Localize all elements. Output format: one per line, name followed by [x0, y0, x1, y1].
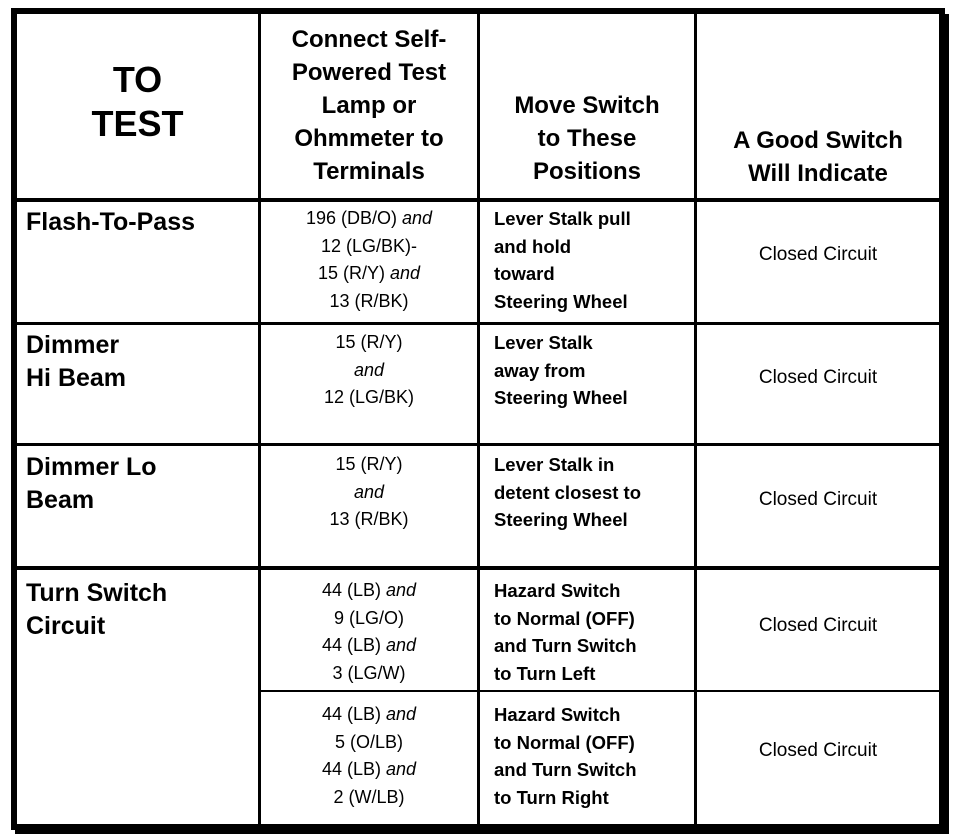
- header-text: Ohmmeter to: [294, 125, 444, 152]
- row-result: [697, 364, 939, 391]
- position-line: to Turn Right: [494, 786, 609, 808]
- header-connect: [261, 23, 477, 188]
- row-positions: [494, 701, 692, 811]
- terminal-text: 44 (LB): [321, 635, 381, 655]
- row-positions: [494, 329, 692, 412]
- position-line: and Turn Switch: [494, 635, 637, 656]
- test-name-line: Beam: [26, 486, 95, 514]
- terminal-text: 15 (R/Y): [335, 454, 403, 474]
- terminal-text: 3 (LG/W): [332, 662, 406, 683]
- terminal-text: 5 (O/LB): [334, 731, 404, 752]
- result-text: Closed Circuit: [758, 367, 878, 388]
- row-divider-4: [260, 690, 939, 692]
- position-line: toward: [494, 263, 555, 284]
- test-name-line: Dimmer: [26, 331, 120, 359]
- terminal-text: 2 (W/LB): [333, 786, 405, 807]
- position-line: to Turn Left: [494, 662, 596, 684]
- row-result: [697, 737, 939, 764]
- header-text: TEST: [91, 103, 184, 144]
- position-line: to Normal (OFF): [494, 731, 635, 753]
- row-positions: [494, 577, 692, 687]
- header-move-switch: [480, 89, 694, 188]
- header-to-test: [17, 58, 258, 146]
- row-test-name: [26, 577, 256, 643]
- row-positions: [494, 205, 692, 315]
- header-text: A Good Switch: [733, 127, 903, 154]
- terminal-text: 12 (LG/BK): [323, 387, 415, 407]
- terminal-line: [261, 451, 477, 479]
- position-line: and Turn Switch: [494, 759, 637, 780]
- header-text: Positions: [532, 158, 641, 185]
- position-line: Lever Stalk in: [494, 454, 615, 475]
- test-name-line: Flash-To-Pass: [26, 208, 196, 236]
- terminal-line: [261, 756, 477, 784]
- position-line: and hold: [494, 235, 572, 257]
- terminal-conj: and: [386, 635, 417, 655]
- terminal-line: [261, 701, 477, 729]
- terminal-text: 15 (R/Y): [317, 263, 385, 283]
- row-divider-3: [17, 566, 939, 570]
- terminal-line: [261, 288, 477, 316]
- terminal-conj: and: [402, 208, 433, 228]
- terminal-line: [261, 729, 477, 757]
- terminal-text: 9 (LG/O): [333, 607, 404, 628]
- terminal-line: [261, 784, 477, 812]
- terminal-conj: and: [386, 704, 417, 724]
- terminal-text: 196 (DB/O): [305, 208, 397, 228]
- header-divider: [17, 198, 939, 202]
- row-divider-2: [17, 443, 939, 446]
- terminal-conj: and: [386, 759, 417, 779]
- result-text: Closed Circuit: [758, 740, 878, 761]
- row-result: [697, 612, 939, 639]
- row-terminals: [261, 701, 477, 811]
- frame-shadow-right: [945, 14, 949, 834]
- header-text: Powered Test: [291, 59, 447, 86]
- terminal-line: [261, 260, 477, 288]
- terminal-line: [261, 384, 477, 412]
- row-test-name: [26, 329, 256, 395]
- header-result: [697, 124, 939, 190]
- row-result: [697, 241, 939, 268]
- result-text: Closed Circuit: [758, 489, 878, 510]
- terminal-line: [261, 329, 477, 357]
- position-line: Lever Stalk: [494, 332, 593, 353]
- terminal-line: [261, 205, 477, 233]
- terminal-text: 13 (R/BK): [329, 290, 409, 311]
- row-terminals: [261, 577, 477, 687]
- test-name-line: Dimmer Lo: [26, 453, 157, 481]
- terminal-conj: and: [390, 263, 421, 283]
- row-terminals: [261, 451, 477, 534]
- terminal-line: [261, 233, 477, 261]
- row-test-name: [26, 451, 256, 517]
- row-positions: [494, 451, 692, 534]
- terminal-text: 15 (R/Y): [335, 332, 403, 352]
- terminal-text: 44 (LB): [321, 580, 381, 600]
- frame-shadow-bottom: [15, 830, 949, 834]
- row-terminals: [261, 205, 477, 315]
- terminal-line: [261, 632, 477, 660]
- terminal-text: 12 (LG/BK)-: [320, 235, 418, 256]
- header-text: TO: [112, 59, 163, 100]
- test-name-line: Circuit: [26, 612, 106, 640]
- terminal-conj: and: [353, 481, 385, 502]
- terminal-line: [261, 479, 477, 507]
- terminal-text: 13 (R/BK): [329, 509, 409, 529]
- terminal-line: [261, 506, 477, 534]
- position-line: Hazard Switch: [494, 704, 621, 725]
- terminal-text: 44 (LB): [321, 759, 381, 779]
- terminal-line: [261, 605, 477, 633]
- header-text: to These: [537, 125, 637, 152]
- terminal-text: 44 (LB): [321, 704, 381, 724]
- test-name-line: Hi Beam: [26, 364, 127, 392]
- terminal-conj: and: [386, 580, 417, 600]
- result-text: Closed Circuit: [758, 244, 878, 265]
- position-line: to Normal (OFF): [494, 607, 635, 629]
- position-line: Lever Stalk pull: [494, 208, 631, 229]
- position-line: Steering Wheel: [494, 387, 628, 408]
- position-line: detent closest to: [494, 481, 641, 503]
- header-text: Connect Self-: [291, 26, 447, 53]
- header-text: Terminals: [313, 158, 425, 185]
- row-test-name: [26, 206, 256, 239]
- position-line: Steering Wheel: [494, 290, 628, 312]
- position-line: Steering Wheel: [494, 509, 628, 530]
- row-result: [697, 486, 939, 513]
- terminal-line: [261, 577, 477, 605]
- position-line: Hazard Switch: [494, 580, 621, 601]
- header-text: Move Switch: [514, 92, 660, 119]
- position-line: away from: [494, 359, 586, 381]
- terminal-conj: and: [353, 359, 385, 380]
- header-text: Lamp or: [321, 92, 417, 119]
- test-name-line: Turn Switch: [26, 579, 168, 607]
- header-text: Will Indicate: [748, 160, 888, 187]
- terminal-line: [261, 357, 477, 385]
- row-terminals: [261, 329, 477, 412]
- row-divider-1: [17, 322, 939, 325]
- result-text: Closed Circuit: [758, 615, 878, 636]
- terminal-line: [261, 660, 477, 688]
